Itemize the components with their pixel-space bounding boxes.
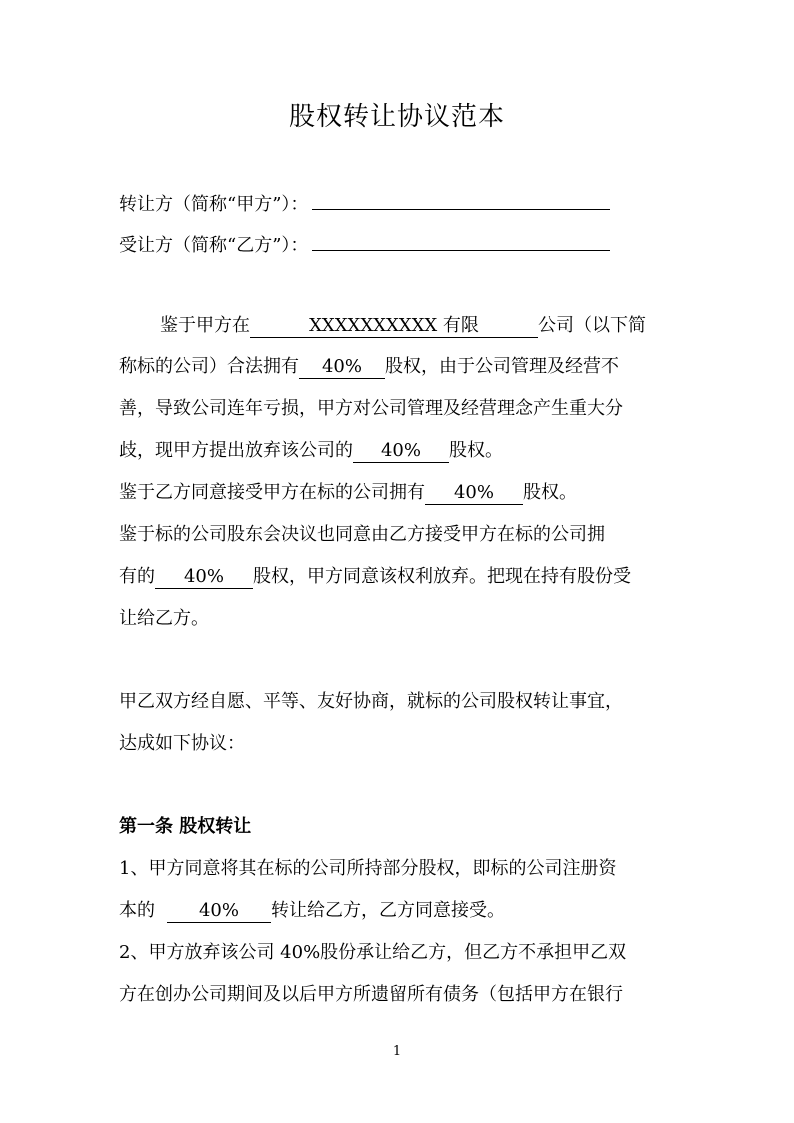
recital-line-3: 善，导致公司连年亏损，甲方对公司管理及经营理念产生重大分 [119,398,623,419]
recital-line-5 [119,480,577,506]
clause-1-line-1: 1、甲方同意将其在标的公司所持部分股权，即标的公司注册资 [119,858,617,879]
agreement-line-1: 甲乙双方经自愿、平等、友好协商，就标的公司股权转让事宜， [119,691,623,712]
recital-text: 股权。 [523,482,577,503]
percent-blank: 40% [353,440,449,463]
recital-text: 鉴于甲方在 [160,315,250,336]
recital-text: 歧，现甲方提出放弃该公司的 [119,440,353,461]
recital-line-4 [119,438,503,464]
recital-line-6: 鉴于标的公司股东会决议也同意由乙方接受甲方在标的公司拥 [119,524,605,545]
agreement-line-2: 达成如下协议： [119,733,245,754]
percent-blank: 40% [155,566,253,589]
recital-text: 公司（以下简 [538,315,646,336]
article-1-heading: 第一条 股权转让 [119,816,252,837]
transferor-label: 转让方（简称“甲方”）： [119,194,309,215]
recital-line-1 [160,313,646,339]
recital-line-7 [119,564,631,590]
recital-line-2 [119,354,619,380]
recital-text: 股权，甲方同意该权利放弃。把现在持有股份受 [253,566,631,587]
clause-2-line-1: 2、甲方放弃该公司 40%股份承让给乙方，但乙方不承担甲乙双 [119,942,627,963]
document-title: 股权转让协议范本 [288,102,505,132]
recital-text: 有的 [119,566,155,587]
recital-text: 股权。 [449,440,503,461]
transferee-label: 受让方（简称“乙方”）： [119,235,309,256]
recital-text: 称标的公司）合法拥有 [119,356,299,377]
percent-blank: 40% [425,482,523,505]
clause-1-line-2 [119,898,505,924]
transferor-blank [312,189,610,210]
clause-text: 本的 [119,900,155,921]
percent-blank: 40% [167,900,271,923]
clause-text: 转让给乙方，乙方同意接受。 [271,900,505,921]
transferee-blank [312,230,610,251]
percent-blank: 40% [299,356,385,379]
recital-text: 股权，由于公司管理及经营不 [385,356,619,377]
recital-line-8: 让给乙方。 [119,608,209,629]
recital-text: 鉴于乙方同意接受甲方在标的公司拥有 [119,482,425,503]
page-number: 1 [392,1044,402,1059]
transferor-line [119,189,610,218]
transferee-line [119,230,610,259]
company-name-blank: XXXXXXXXXX 有限 [250,315,538,338]
clause-2-line-2: 方在创办公司期间及以后甲方所遗留所有债务（包括甲方在银行 [119,984,623,1005]
